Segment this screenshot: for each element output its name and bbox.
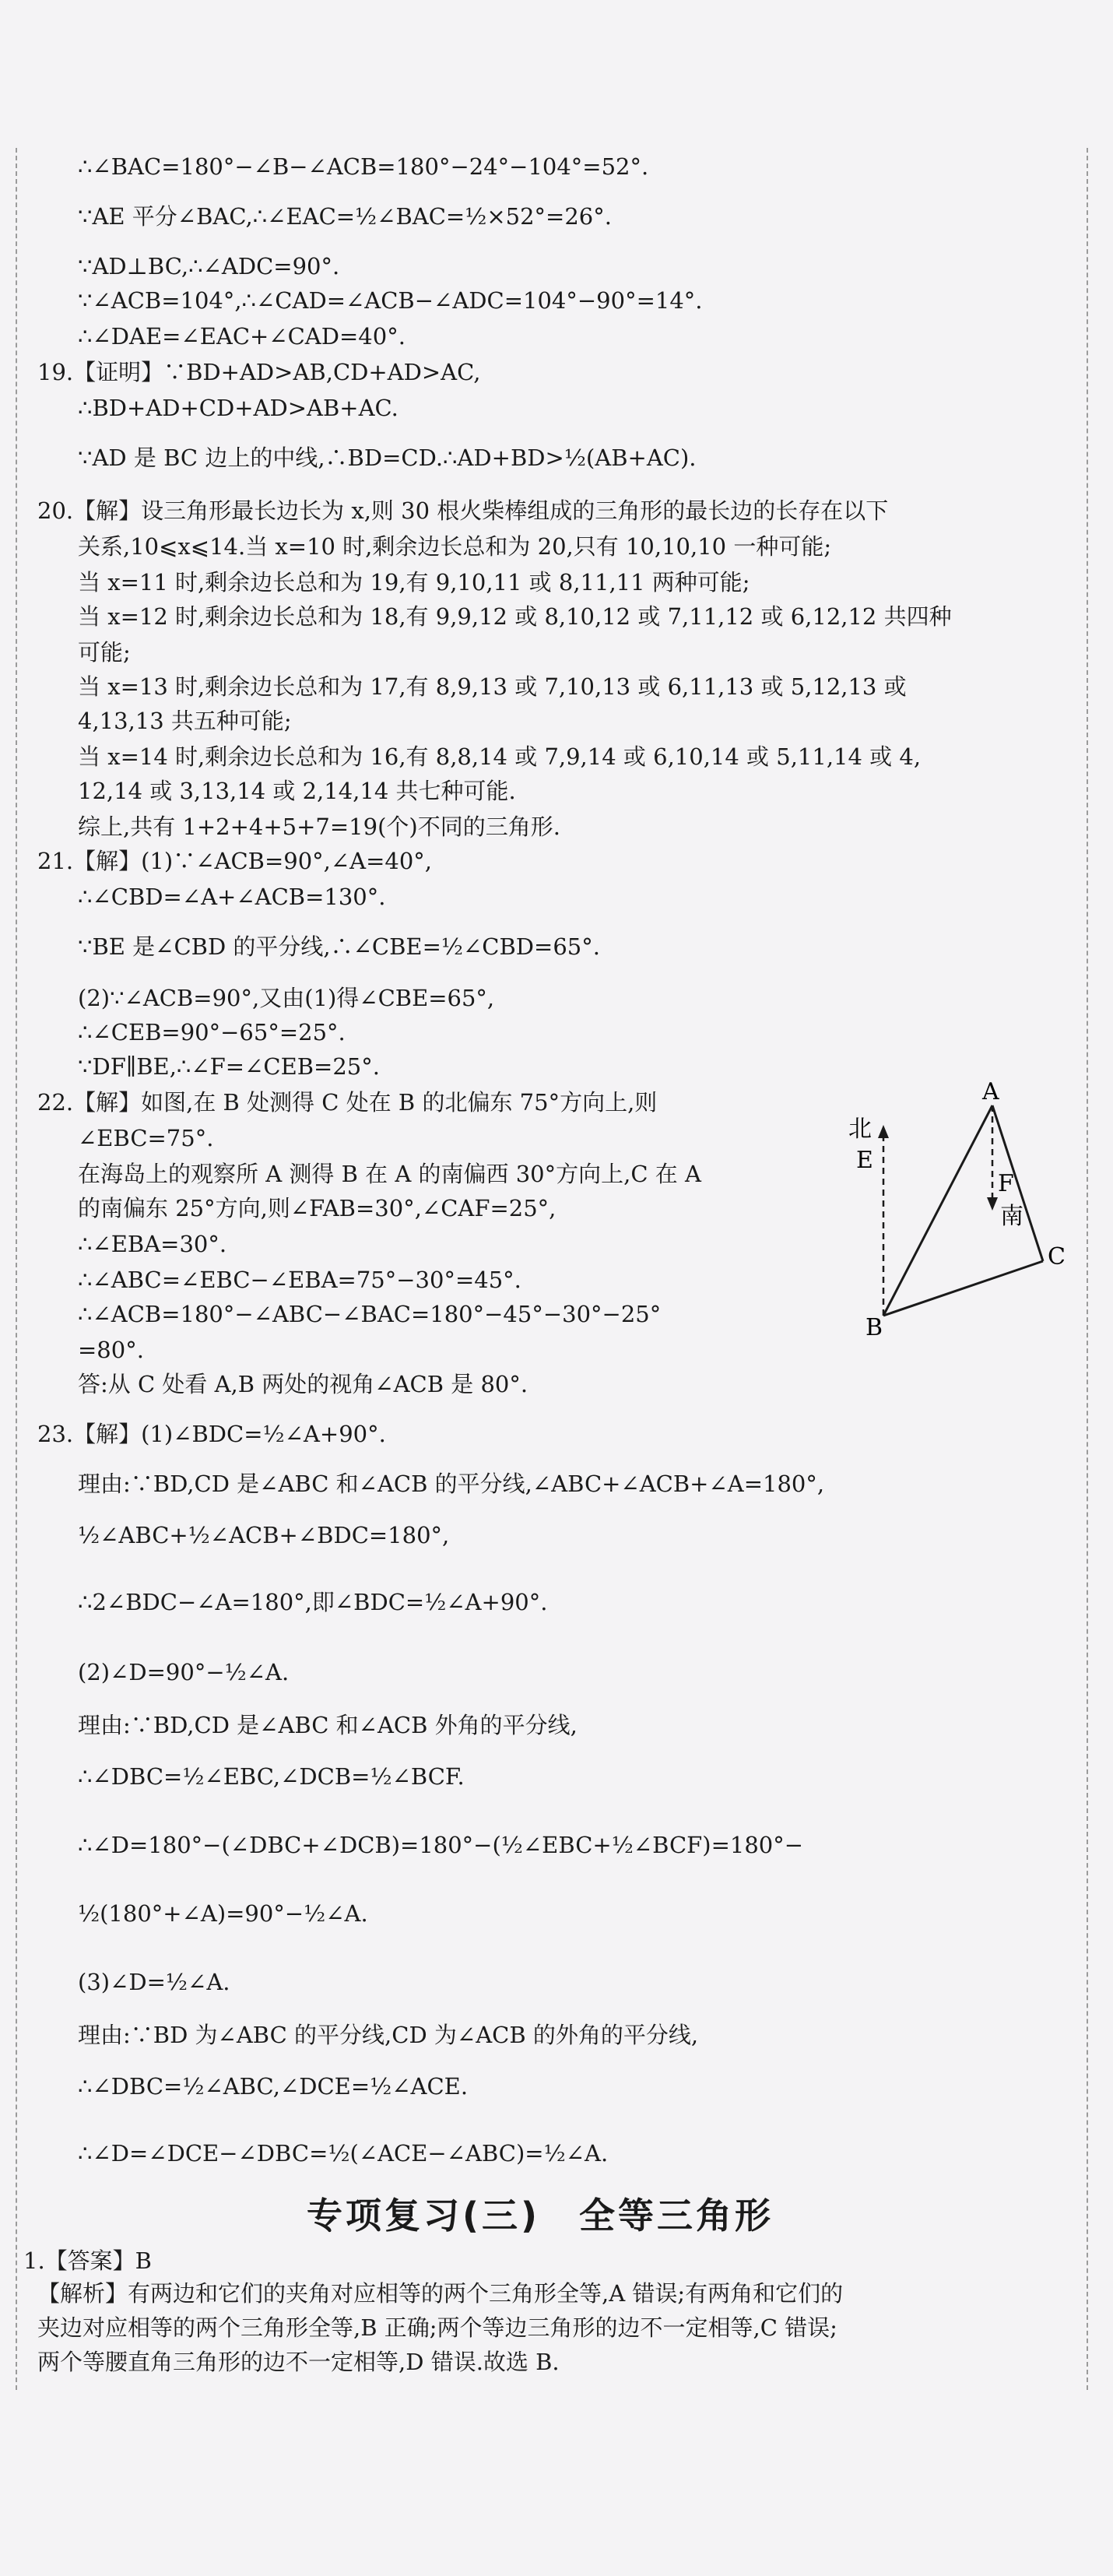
text-line: ∴2∠BDC−∠A=180°,即∠BDC=½∠A+90°. bbox=[78, 1589, 548, 1615]
text-line: 在海岛上的观察所 A 测得 B 在 A 的南偏西 30°方向上,C 在 A bbox=[78, 1161, 701, 1187]
label-f: F bbox=[998, 1170, 1014, 1197]
label-b: B bbox=[865, 1314, 883, 1339]
text-line: ∵BE 是∠CBD 的平分线,∴∠CBE=½∠CBD=65°. bbox=[78, 933, 600, 960]
text-line: 【解析】有两边和它们的夹角对应相等的两个三角形全等,A 错误;有两角和它们的 bbox=[37, 2280, 844, 2307]
text-line: 理由:∵BD,CD 是∠ABC 和∠ACB 外角的平分线, bbox=[78, 1712, 578, 1738]
text-line: (2)∵∠ACB=90°,又由(1)得∠CBE=65°, bbox=[78, 985, 495, 1011]
text-line: 当 x=12 时,剩余边长总和为 18,有 9,9,12 或 8,10,12 或 7,11,12 或 6,12,12 共四种 bbox=[78, 603, 952, 630]
text-line: 当 x=11 时,剩余边长总和为 19,有 9,10,11 或 8,11,11 两种可能; bbox=[78, 569, 750, 596]
text-line: 关系,10⩽x⩽14.当 x=10 时,剩余边长总和为 20,只有 10,10,10 一种可能; bbox=[78, 533, 832, 560]
text-line: ∠EBC=75°. bbox=[78, 1125, 214, 1151]
text-line: ∴∠ACB=180°−∠ABC−∠BAC=180°−45°−30°−25° bbox=[78, 1301, 662, 1327]
label-e: E bbox=[856, 1147, 873, 1174]
text-line: 4,13,13 共五种可能; bbox=[78, 708, 292, 734]
text-line: ∵AD⊥BC,∴∠ADC=90°. bbox=[78, 253, 340, 279]
text-line: 23.【解】(1)∠BDC=½∠A+90°. bbox=[37, 1421, 386, 1447]
navigation-triangle-diagram bbox=[833, 1082, 1090, 1339]
text-line: 20.【解】设三角形最长边长为 x,则 30 根火柴棒组成的三角形的最长边的长存在以下 bbox=[37, 497, 889, 524]
label-a: A bbox=[982, 1082, 999, 1105]
text-line: ∴∠DAE=∠EAC+∠CAD=40°. bbox=[78, 323, 406, 350]
text-line: 22.【解】如图,在 B 处测得 C 处在 B 的北偏东 75°方向上,则 bbox=[37, 1089, 658, 1116]
text-line: ∴∠EBA=30°. bbox=[78, 1231, 227, 1257]
label-north: 北 bbox=[848, 1116, 872, 1143]
text-line: 答:从 C 处看 A,B 两处的视角∠ACB 是 80°. bbox=[78, 1371, 528, 1397]
text-line: 当 x=14 时,剩余边长总和为 16,有 8,8,14 或 7,9,14 或 6,10,14 或 5,11,14 或 4, bbox=[78, 743, 922, 770]
text-line: ∵AD 是 BC 边上的中线,∴BD=CD.∴AD+BD>½(AB+AC). bbox=[78, 445, 697, 471]
text-line: 理由:∵BD 为∠ABC 的平分线,CD 为∠ACB 的外角的平分线, bbox=[78, 2022, 699, 2048]
text-line: ∴∠CEB=90°−65°=25°. bbox=[78, 1019, 346, 1046]
text-line: 1.【答案】B bbox=[23, 2247, 152, 2274]
text-line: ∴∠DBC=½∠ABC,∠DCE=½∠ACE. bbox=[78, 2073, 469, 2100]
text-line: (2)∠D=90°−½∠A. bbox=[78, 1659, 290, 1685]
left-dashed-margin bbox=[16, 148, 17, 2390]
text-line: ∴∠ABC=∠EBC−∠EBA=75°−30°=45°. bbox=[78, 1267, 521, 1293]
text-line: 两个等腰直角三角形的边不一定相等,D 错误.故选 B. bbox=[37, 2349, 560, 2375]
text-line: ∴BD+AD+CD+AD>AB+AC. bbox=[78, 395, 399, 421]
label-c: C bbox=[1048, 1243, 1066, 1270]
text-line: 夹边对应相等的两个三角形全等,B 正确;两个等边三角形的边不一定相等,C 错误; bbox=[37, 2314, 837, 2341]
north-arrow-icon bbox=[878, 1125, 889, 1138]
text-line: 理由:∵BD,CD 是∠ABC 和∠ACB 的平分线,∠ABC+∠ACB+∠A=180°, bbox=[78, 1471, 825, 1497]
text-line: 的南偏东 25°方向,则∠FAB=30°,∠CAF=25°, bbox=[78, 1195, 556, 1221]
text-line: ∴∠D=180°−(∠DBC+∠DCB)=180°−(½∠EBC+½∠BCF)=180°− bbox=[78, 1832, 804, 1858]
text-line: ∴∠CBD=∠A+∠ACB=130°. bbox=[78, 884, 386, 910]
text-line: 可能; bbox=[78, 639, 131, 666]
text-line: (3)∠D=½∠A. bbox=[78, 1969, 230, 1995]
label-south: 南 bbox=[1000, 1203, 1023, 1230]
text-line: ∴∠D=∠DCE−∠DBC=½(∠ACE−∠ABC)=½∠A. bbox=[78, 2140, 609, 2167]
south-arrow-icon bbox=[987, 1197, 998, 1211]
text-line: ∵DF∥BE,∴∠F=∠CEB=25°. bbox=[78, 1053, 380, 1080]
text-line: =80°. bbox=[78, 1337, 144, 1363]
text-line: ½∠ABC+½∠ACB+∠BDC=180°, bbox=[78, 1522, 450, 1548]
text-line: ∴∠BAC=180°−∠B−∠ACB=180°−24°−104°=52°. bbox=[78, 153, 649, 180]
text-line: ∵∠ACB=104°,∴∠CAD=∠ACB−∠ADC=104°−90°=14°. bbox=[78, 287, 703, 314]
text-line: 12,14 或 3,13,14 或 2,14,14 共七种可能. bbox=[78, 778, 516, 804]
text-line: 综上,共有 1+2+4+5+7=19(个)不同的三角形. bbox=[78, 814, 560, 840]
text-line: 19.【证明】∵BD+AD>AB,CD+AD>AC, bbox=[37, 359, 481, 385]
text-line: ∴∠DBC=½∠EBC,∠DCB=½∠BCF. bbox=[78, 1763, 465, 1790]
text-line: ∵AE 平分∠BAC,∴∠EAC=½∠BAC=½×52°=26°. bbox=[78, 203, 612, 230]
text-line: 当 x=13 时,剩余边长总和为 17,有 8,9,13 或 7,10,13 或 6,11,13 或 5,12,13 或 bbox=[78, 673, 907, 700]
text-line: ½(180°+∠A)=90°−½∠A. bbox=[78, 1900, 368, 1927]
section-title: 专项复习(三) 全等三角形 bbox=[307, 2195, 774, 2237]
text-line: 21.【解】(1)∵∠ACB=90°,∠A=40°, bbox=[37, 848, 433, 874]
